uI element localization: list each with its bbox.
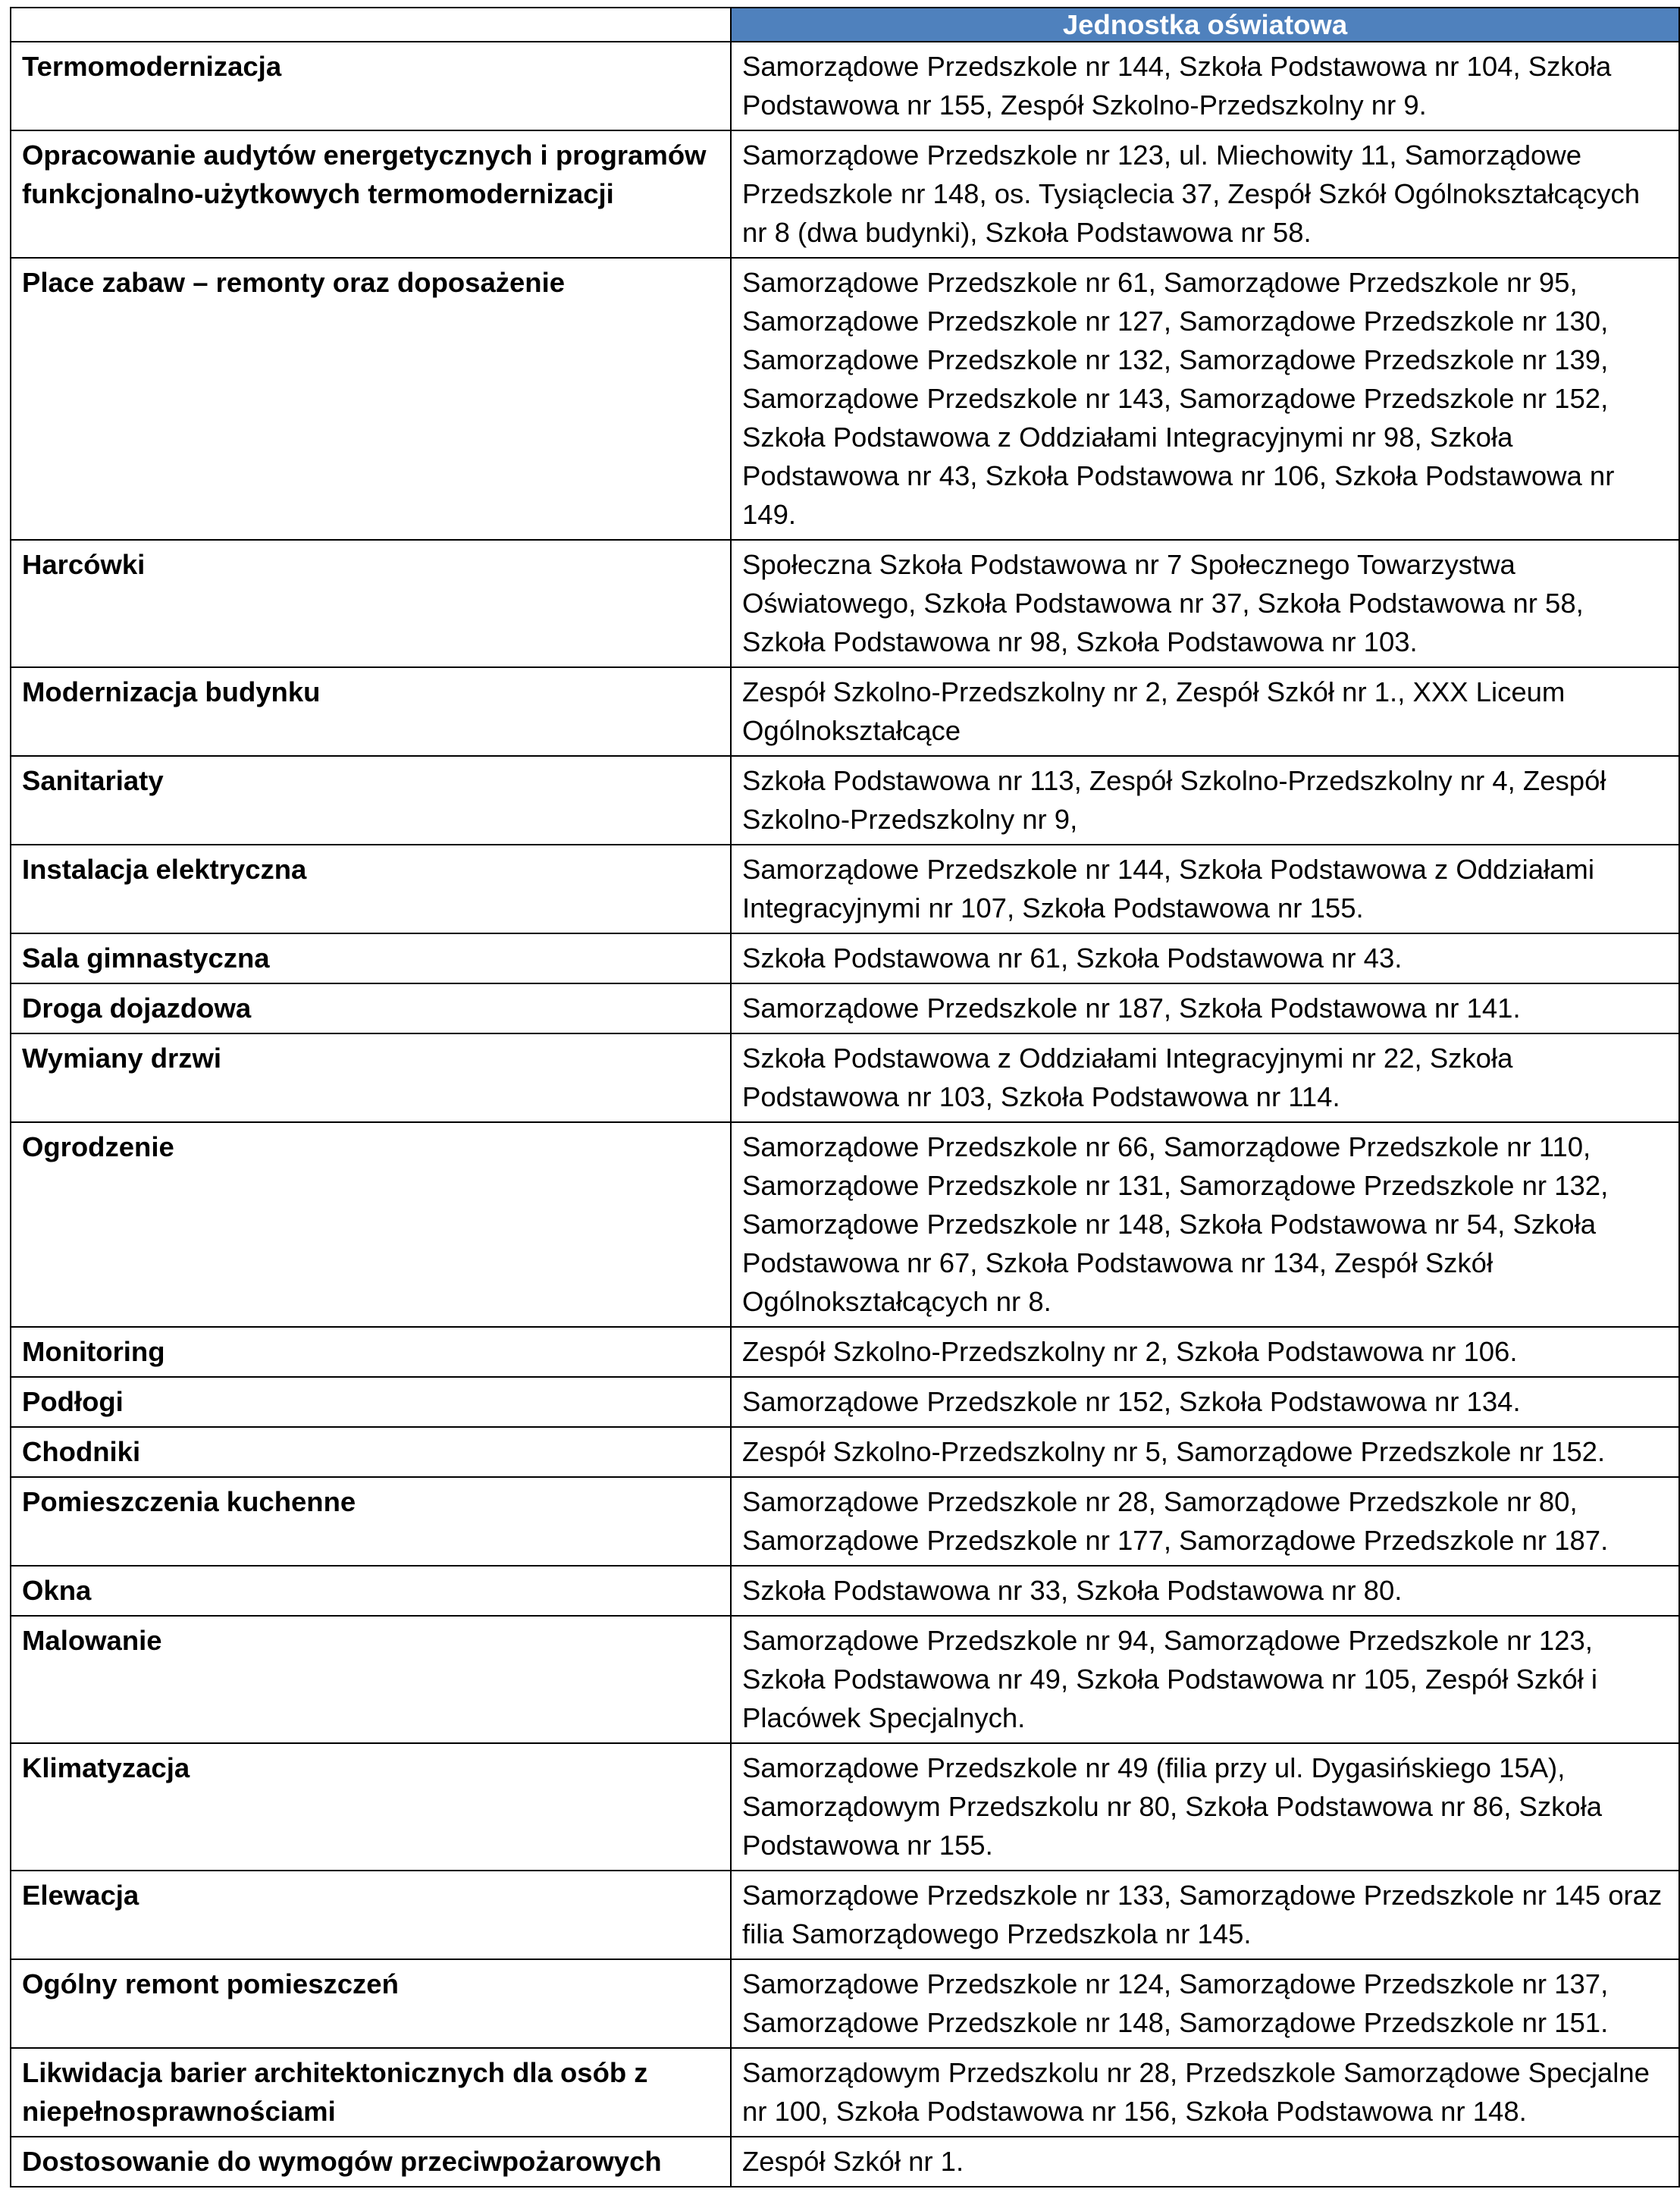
category-cell: Likwidacja barier architektonicznych dla osób z niepełnosprawnościami (11, 2048, 731, 2137)
units-cell: Samorządowe Przedszkole nr 28, Samorządowe Przedszkole nr 80, Samorządowe Przedszkole nr 177, Samorządowe Przedszkole nr 187. (731, 1477, 1679, 1566)
table-row (11, 1477, 1679, 1566)
category-cell: Monitoring (11, 1327, 731, 1377)
category-cell: Modernizacja budynku (11, 667, 731, 756)
category-cell: Droga dojazdowa (11, 983, 731, 1033)
header-cell-empty (11, 8, 731, 42)
category-cell: Malowanie (11, 1616, 731, 1743)
units-cell: Samorządowe Przedszkole nr 124, Samorządowe Przedszkole nr 137, Samorządowe Przedszkole nr 148, Samorządowe Przedszkole nr 151. (731, 1959, 1679, 2048)
units-cell: Samorządowe Przedszkole nr 133, Samorządowe Przedszkole nr 145 oraz filia Samorządowego Przedszkola nr 145. (731, 1871, 1679, 1959)
category-cell: Opracowanie audytów energetycznych i programów funkcjonalno-użytkowych termomodernizacji (11, 130, 731, 258)
table-row (11, 2137, 1679, 2187)
units-cell: Zespół Szkolno-Przedszkolny nr 2, Zespół Szkół nr 1., XXX Liceum Ogólnokształcące (731, 667, 1679, 756)
category-cell: Okna (11, 1566, 731, 1616)
units-cell: Samorządowe Przedszkole nr 144, Szkoła Podstawowa z Oddziałami Integracyjnymi nr 107, Szkoła Podstawowa nr 155. (731, 845, 1679, 933)
category-cell: Wymiany drzwi (11, 1033, 731, 1122)
category-cell: Sanitariaty (11, 756, 731, 845)
table-row (11, 1033, 1679, 1122)
category-cell: Pomieszczenia kuchenne (11, 1477, 731, 1566)
units-cell: Samorządowe Przedszkole nr 144, Szkoła Podstawowa nr 104, Szkoła Podstawowa nr 155, Zespół Szkolno-Przedszkolny nr 9. (731, 42, 1679, 130)
header-cell-unit: Jednostka oświatowa (731, 8, 1679, 42)
table-row (11, 756, 1679, 845)
category-cell: Ogrodzenie (11, 1122, 731, 1327)
table-row (11, 1871, 1679, 1959)
table-row (11, 2048, 1679, 2137)
category-cell: Chodniki (11, 1427, 731, 1477)
units-cell: Samorządowe Przedszkole nr 66, Samorządowe Przedszkole nr 110, Samorządowe Przedszkole nr 131, Samorządowe Przedszkole nr 132, Samorządowe Przedszkole nr 148, Szkoła Podstawowa nr 54, Szkoła Podstawowa nr 67, Szkoła Podstawowa nr 134, Zespół Szkół Ogólnokształcących nr 8. (731, 1122, 1679, 1327)
category-cell: Ogólny remont pomieszczeń (11, 1959, 731, 2048)
units-cell: Samorządowe Przedszkole nr 152, Szkoła Podstawowa nr 134. (731, 1377, 1679, 1427)
units-cell: Zespół Szkół nr 1. (731, 2137, 1679, 2187)
units-cell: Szkoła Podstawowa nr 33, Szkoła Podstawowa nr 80. (731, 1566, 1679, 1616)
units-cell: Samorządowe Przedszkole nr 94, Samorządowe Przedszkole nr 123, Szkoła Podstawowa nr 49, Szkoła Podstawowa nr 105, Zespół Szkół i Placówek Specjalnych. (731, 1616, 1679, 1743)
table-row (11, 1616, 1679, 1743)
category-cell: Harcówki (11, 540, 731, 667)
units-cell: Społeczna Szkoła Podstawowa nr 7 Społecznego Towarzystwa Oświatowego, Szkoła Podstawowa nr 37, Szkoła Podstawowa nr 58, Szkoła Podstawowa nr 98, Szkoła Podstawowa nr 103. (731, 540, 1679, 667)
table-row (11, 1566, 1679, 1616)
units-cell: Szkoła Podstawowa nr 61, Szkoła Podstawowa nr 43. (731, 933, 1679, 983)
category-cell: Dostosowanie do wymogów przeciwpożarowych (11, 2137, 731, 2187)
category-cell: Place zabaw – remonty oraz doposażenie (11, 258, 731, 540)
units-cell: Samorządowe Przedszkole nr 61, Samorządowe Przedszkole nr 95, Samorządowe Przedszkole nr 127, Samorządowe Przedszkole nr 130, Samorządowe Przedszkole nr 132, Samorządowe Przedszkole nr 139, Samorządowe Przedszkole nr 143, Samorządowe Przedszkole nr 152, Szkoła Podstawowa z Oddziałami Integracyjnymi nr 98, Szkoła Podstawowa nr 43, Szkoła Podstawowa nr 106, Szkoła Podstawowa nr 149. (731, 258, 1679, 540)
category-cell: Elewacja (11, 1871, 731, 1959)
units-cell: Szkoła Podstawowa nr 113, Zespół Szkolno-Przedszkolny nr 4, Zespół Szkolno-Przedszkolny nr 9, (731, 756, 1679, 845)
table-row (11, 130, 1679, 258)
investments-table (10, 7, 1680, 2187)
category-cell: Klimatyzacja (11, 1743, 731, 1871)
units-cell: Samorządowe Przedszkole nr 187, Szkoła Podstawowa nr 141. (731, 983, 1679, 1033)
table-header-row (11, 8, 1679, 42)
table-row (11, 983, 1679, 1033)
table-body (11, 42, 1679, 2187)
units-cell: Samorządowe Przedszkole nr 123, ul. Miechowity 11, Samorządowe Przedszkole nr 148, os. Tysiąclecia 37, Zespół Szkół Ogólnokształcących nr 8 (dwa budynki), Szkoła Podstawowa nr 58. (731, 130, 1679, 258)
category-cell: Podłogi (11, 1377, 731, 1427)
category-cell: Termomodernizacja (11, 42, 731, 130)
table-row (11, 1377, 1679, 1427)
table-row (11, 1959, 1679, 2048)
table-row (11, 845, 1679, 933)
table-row (11, 1122, 1679, 1327)
units-cell: Zespół Szkolno-Przedszkolny nr 2, Szkoła Podstawowa nr 106. (731, 1327, 1679, 1377)
table-row (11, 1327, 1679, 1377)
table-row (11, 933, 1679, 983)
units-cell: Zespół Szkolno-Przedszkolny nr 5, Samorządowe Przedszkole nr 152. (731, 1427, 1679, 1477)
table-row (11, 667, 1679, 756)
units-cell: Samorządowym Przedszkolu nr 28, Przedszkole Samorządowe Specjalne nr 100, Szkoła Podstawowa nr 156, Szkoła Podstawowa nr 148. (731, 2048, 1679, 2137)
table-row (11, 42, 1679, 130)
table-row (11, 1743, 1679, 1871)
table-row (11, 258, 1679, 540)
table-row (11, 1427, 1679, 1477)
category-cell: Instalacja elektryczna (11, 845, 731, 933)
table-row (11, 540, 1679, 667)
units-cell: Samorządowe Przedszkole nr 49 (filia przy ul. Dygasińskiego 15A), Samorządowym Przedszkolu nr 80, Szkoła Podstawowa nr 86, Szkoła Podstawowa nr 155. (731, 1743, 1679, 1871)
units-cell: Szkoła Podstawowa z Oddziałami Integracyjnymi nr 22, Szkoła Podstawowa nr 103, Szkoła Podstawowa nr 114. (731, 1033, 1679, 1122)
category-cell: Sala gimnastyczna (11, 933, 731, 983)
